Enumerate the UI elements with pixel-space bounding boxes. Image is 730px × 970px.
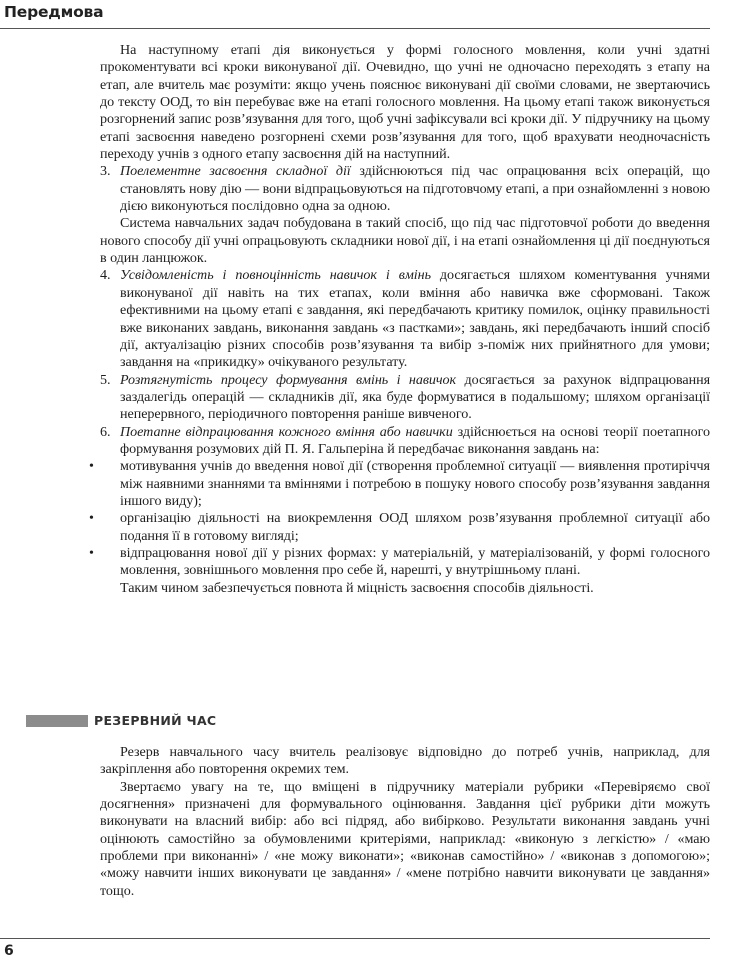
bullet-icon: • [89,544,94,561]
numbered-item-3 [100,163,710,215]
section-title: РЕЗЕРВНИЙ ЧАС [94,713,217,728]
item-number: 4. [100,267,111,284]
item-text: досягається шляхом коментування учнями виконуваної дії навіть на тих етапах, коли вміння або навичка вже сформовані. Також ефективними на цьому етапі є завдання, які передбачають критику помилок, оцінку правильності вже виконаних завдань, виконання завдань «з пастками»; завдань, які передбачають інший спосіб дії, актуалізацію різних способів розв’язування та вибір з-поміж них прийнятного для умови; завдання на «прикидку» очікуваного результату. [120,267,710,371]
bullet-icon: • [89,510,94,527]
page-header [0,0,710,29]
bullet-item [89,510,710,545]
paragraph: Резерв навчального часу вчитель реалізовує відповідно до потреб учнів, наприклад, для закріплення або повторення окремих тем. [100,744,710,778]
item-lead: Поетапне відпрацювання кожного вміння або навички [120,423,453,440]
numbered-item-4 [100,267,710,371]
running-title: Передмова [4,3,104,21]
item-text: досягається за рахунок відпрацювання заздалегідь операцій — складників дії, яка буде формуватися в подальшому; шляхом організації неперервного, періодичного повторення раніше вивченого. [120,371,710,423]
section-text [100,744,710,900]
bullet-item [89,544,710,580]
paragraph: Таким чином забезпечується повнота й міцність засвоєння способів діяльності. [120,579,594,596]
bullet-text: відпрацювання нової дії у різних формах: у матеріальній, у матеріалізованій, у формі голосного мовлення, зовнішнього мовлення про себе й, нарешті, у внутрішньому плані. [120,544,710,579]
paragraph: На наступному етапі дія виконується у формі голосного мовлення, коли учні здатні прокоментувати всі кроки виконуваної дії. Очевидно, що учні не одночасно переходять з етапу на етап, але вчитель має розуміти: якщо учень пояснює виконувані дії своїми словами, не звертаючись до тексту ООД, то він перебуває вже на етапі голосного мовлення. На цьому етапі також виконується розгорнений запис розв’язування для того, щоб учні зафіксували всі кроки дії. У підручнику на цьому етапі засвоєння наведено розгорнені схеми розв’язування для того, щоб врахувати неодночасність переходу учнів з одного етапу засвоєння дій на наступний. [100,42,710,163]
item-text: здійснюються під час опрацювання всіх операцій, що становлять нову дію — вони відпрацьовуються на підготовчому етапі, а при ознайомленні з новою дією виконуються послідовно одна за одною. [120,163,710,215]
bullet-text: організацію діяльності на виокремлення ООД шляхом розв’язування проблемної ситуації або подання її в готовому вигляді; [120,510,710,544]
item-lead: Поелементне засвоєння складної дії [120,163,351,180]
main-text [89,42,710,597]
paragraph: Система навчальних задач побудована в такий спосіб, що під час підготовчої роботи до введення нового способу дії учні опрацьовують складники нової дії, і на етапі ознайомлення ці дії поєднуються в один ланцюжок. [100,215,710,267]
page-number: 6 [4,943,14,959]
item-number: 6. [100,423,111,440]
footer-divider [0,938,710,939]
numbered-item-5 [100,372,710,424]
paragraph: Звертаємо увагу на те, що вміщені в підручнику матеріали рубрики «Перевіряємо свої досягнення» призначені для формувального оцінювання. Завдання цієї рубрики діти можуть виконувати на власний вибір: або всі підряд, або вибірково. Результати виконання завдань учні оцінюють самостійно за обумовленими критеріями, наприклад: «виконую з легкістю» / «маю проблеми при виконанні» / «не можу виконати»; «виконав самостійно» / «виконав з допомогою»; «можу навчити інших виконувати це завдання» / «мене потрібно навчити виконувати це завдання» тощо. [100,778,710,899]
numbered-item-6 [100,424,710,459]
item-lead: Розтягнутість процесу формування вмінь і навичок [120,371,457,388]
section-bar [26,715,88,727]
item-lead: Усвідомленість і повноцінність навичок і вмінь [120,267,431,284]
bullet-item [89,458,710,510]
bullet-text: мотивування учнів до введення нової дії (створення проблемної ситуації — виявлення протиріччя між наявними знаннями та вміннями і потребою в пошуку нового способу розв’язування завдання іншого виду); [120,458,710,509]
bullet-icon: • [89,458,94,475]
item-text: здійснюється на основі теорії поетапного формування розумових дій П. Я. Гальперіна й передбачає виконання завдань на: [120,423,710,457]
section-heading [0,712,710,732]
item-number: 5. [100,371,111,388]
item-number: 3. [100,163,111,180]
